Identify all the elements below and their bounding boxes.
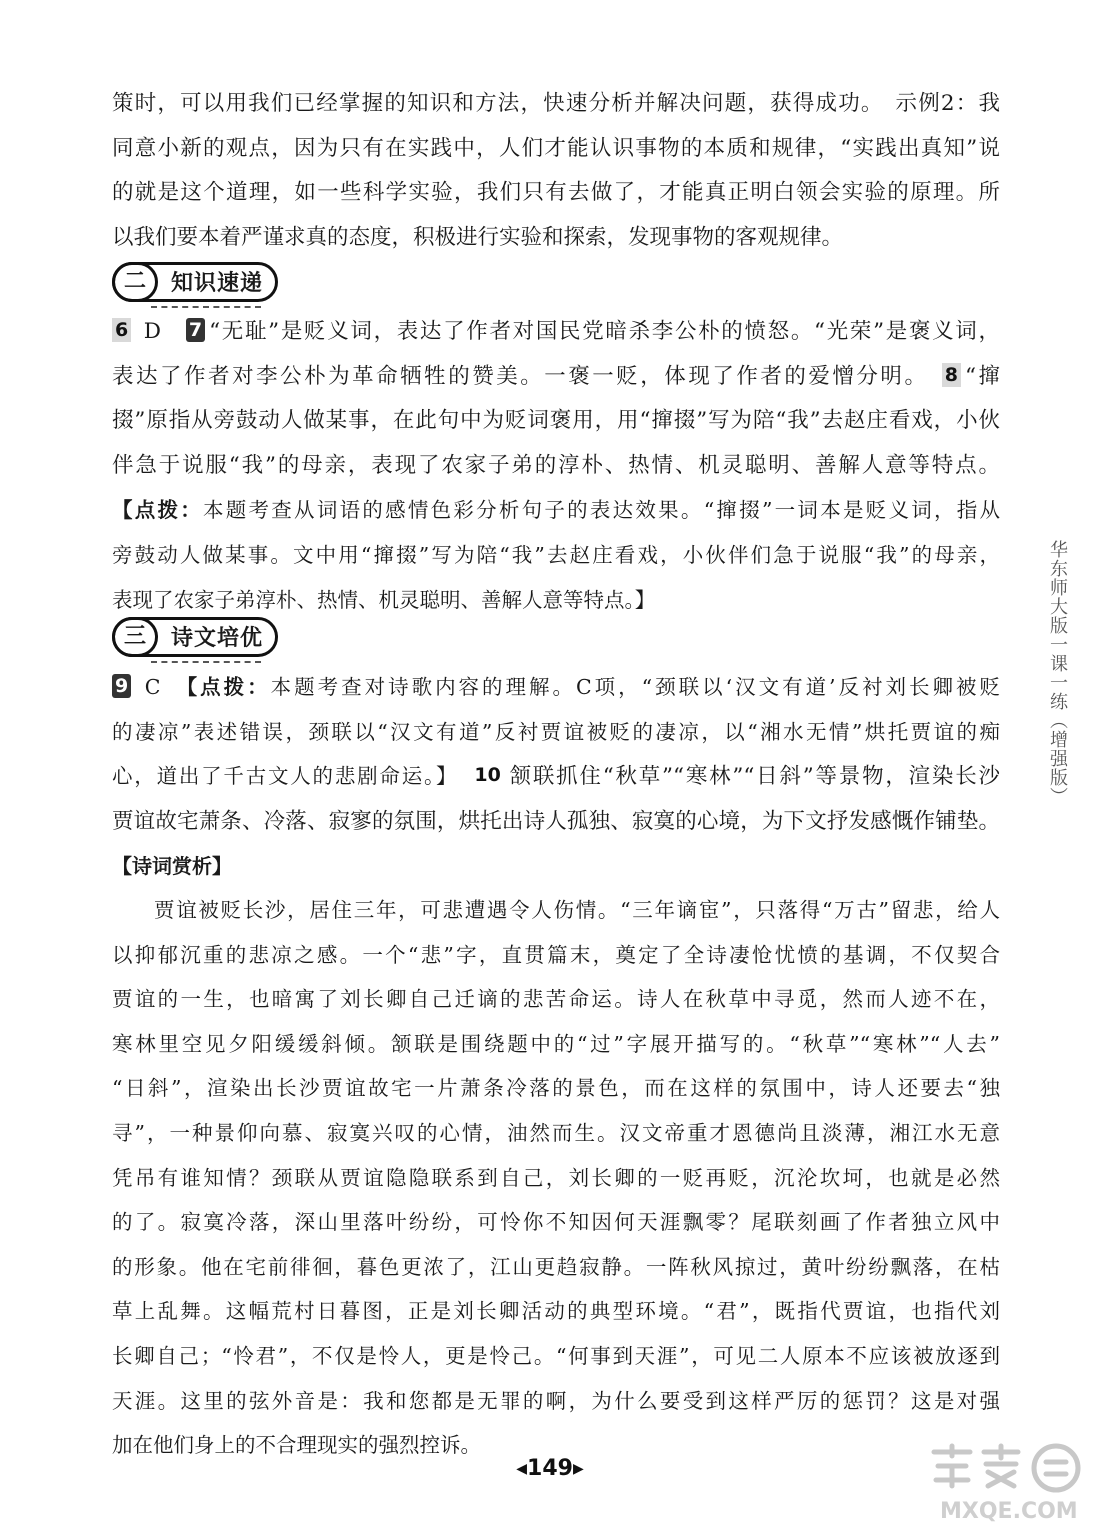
text-line: 的形象。他在宅前徘徊，暮色更浓了，江山更趋寂静。一阵秋风掠过，黄叶纷纷飘落，在枯 xyxy=(112,1254,1000,1279)
text-line xyxy=(112,310,1000,355)
question-number-9: 9 xyxy=(112,674,131,698)
triangle-left-icon: ◀ xyxy=(516,1461,528,1477)
section-title: 知识速递 xyxy=(171,271,264,296)
text-line: 加在他们身上的不合理现实的强烈控诉。 xyxy=(112,1433,481,1458)
text-line: 贾谊故宅萧条、冷落、寂寥的氛围，烘托出诗人孤独、寂寞的心境，为下文抒发感慨作铺垫。 xyxy=(112,808,1000,834)
text-line: 天涯。这里的弦外音是：我和您都是无罪的啊，为什么要受到这样严厉的惩罚？这是对强 xyxy=(112,1388,1000,1413)
appreciation-heading: 【诗词赏析】 xyxy=(112,854,232,879)
text-line: 长卿自己；“怜君”，不仅是怜人，更是怜己。“何事到天涯”，可见二人原本不应该被放逐到 xyxy=(112,1343,1000,1368)
tip-text: 本题考查对诗歌内容的理解。C项，“颈联以‘汉文有道’反衬刘长卿被贬 xyxy=(270,675,1000,699)
section-title: 诗文培优 xyxy=(171,626,264,651)
text-line: 伴急于说服“我”的母亲，表现了农家子弟的淳朴、热情、机灵聪明、善解人意等特点。 xyxy=(112,452,1000,478)
text-line: 以抑郁沉重的悲凉之感。一个“悲”字，直贯篇末，奠定了全诗凄怆忧愤的基调，不仅契合 xyxy=(112,942,1000,967)
section-pill xyxy=(112,262,278,302)
question-number-8: 8 xyxy=(942,363,961,387)
text-line: 掇”原指从旁鼓动人做某事，在此句中为贬词褒用，用“撺掇”写为陪“我”去赵庄看戏，小伙 xyxy=(112,408,1000,434)
text-line: 的就是这个道理，如一些科学实验，我们只有去做了，才能真正明白领会实验的原理。所 xyxy=(112,180,1000,206)
section-number: 二 xyxy=(112,262,158,302)
appreciation-body xyxy=(112,888,1000,1468)
text-line xyxy=(112,754,1000,800)
text-line: “日斜”，渲染出长沙贾谊故宅一片萧条冷落的景色，而在这样的氛围中，诗人还要去“独 xyxy=(112,1076,1000,1101)
tip-label: 【点拨： xyxy=(112,498,204,523)
text-line: 旁鼓动人做某事。文中用“撺掇”写为陪“我”去赵庄看戏，小伙伴们急于说服“我”的母亲， xyxy=(112,542,1000,567)
text-line xyxy=(112,665,1000,710)
answer-10-text: 颔联抓住“秋草”“寒林”“日斜”等景物，渲染长沙 xyxy=(507,764,1000,790)
text-line xyxy=(112,355,1000,400)
answer-6: D xyxy=(143,319,162,344)
section-pill xyxy=(112,617,278,657)
text-line: 表现了农家子弟淳朴、热情、机灵聪明、善解人意等特点。】 xyxy=(112,587,656,612)
watermark-logo-graphic xyxy=(926,1440,1086,1526)
tip-text: 心，道出了千古文人的悲剧命运。】 xyxy=(112,764,449,789)
section-2-answers xyxy=(112,310,1000,622)
dotted-underline xyxy=(151,300,261,308)
question-number-10: 10 xyxy=(474,764,501,787)
text-line: 的凄凉”表述错误，颈联以“汉文有道”反衬贾谊被贬的凄凉，以“湘水无情”烘托贾谊的痴 xyxy=(112,719,1000,744)
tip-text: 本题考查从词语的感情色彩分析句子的表达效果。“撺掇”一词本是贬义词，指从 xyxy=(203,498,1000,523)
text-line: 同意小新的观点，因为只有在实践中，人们才能认识事物的本质和规律，“实践出真知”说 xyxy=(112,135,1000,161)
answer-7-text: 表达了作者对李公朴为革命牺牲的赞美。一褒一贬，体现了作者的爱憎分明。 xyxy=(112,363,918,389)
text-line: 贾谊被贬长沙，居住三年，可悲遭遇令人伤情。“三年谪宦”，只落得“万古”留悲，给人 xyxy=(154,898,1000,922)
answer-9: C xyxy=(144,675,161,699)
question-number-6: 6 xyxy=(112,318,131,342)
book-side-label: 华东师大版一课一练（增强版） xyxy=(1047,540,1068,806)
section-number: 三 xyxy=(112,617,158,657)
page-number-value: 149 xyxy=(527,1456,573,1481)
intro-paragraph xyxy=(112,82,1000,260)
text-line xyxy=(112,488,1000,533)
text-line: 凭吊有谁知情？颈联从贾谊隐隐联系到自己，刘长卿的一贬再贬，沉沦坎坷，也就是必然 xyxy=(112,1165,1000,1190)
section-3-answers xyxy=(112,665,1000,889)
tip-label: 【点拨： xyxy=(186,675,271,699)
text-line: 寻”，一种景仰向慕、寂寞兴叹的心情，油然而生。汉文帝重才恩德尚且淡薄，湘江水无意 xyxy=(112,1120,1000,1145)
answer-8-start: “撺 xyxy=(964,363,1000,389)
answer-7-text: “无耻”是贬义词，表达了作者对国民党暗杀李公朴的愤怒。“光荣”是褒义词， xyxy=(209,319,1000,344)
text-line: 寒林里空见夕阳缓缓斜倾。颔联是围绕题中的“过”字展开描写的。“秋草”“寒林”“人去” xyxy=(112,1031,1000,1056)
text-line: 的了。寂寞冷落，深山里落叶纷纷，可怜你不知因何天涯飘零？尾联刻画了作者独立风中 xyxy=(112,1210,1000,1235)
page-number xyxy=(500,1452,600,1486)
triangle-right-icon: ▶ xyxy=(572,1461,584,1477)
text-line: 草上乱舞。这幅荒村日暮图，正是刘长卿活动的典型环境。“君”，既指代贾谊，也指代刘 xyxy=(112,1299,1000,1324)
watermark-logo xyxy=(926,1440,1086,1526)
text-line: 以我们要本着严谨求真的态度，积极进行实验和探索，发现事物的客观规律。 xyxy=(112,224,844,250)
text-line: 策时，可以用我们已经掌握的知识和方法，快速分析并解决问题，获得成功。 示例2：我 xyxy=(112,91,1000,116)
question-number-7: 7 xyxy=(186,318,205,342)
svg-text:MXQE.COM: MXQE.COM xyxy=(940,1499,1078,1524)
dotted-underline xyxy=(151,655,261,663)
text-line: 贾谊的一生，也暗寓了刘长卿自己迁谪的悲苦命运。诗人在秋草中寻觅，然而人迹不在， xyxy=(112,987,1000,1012)
